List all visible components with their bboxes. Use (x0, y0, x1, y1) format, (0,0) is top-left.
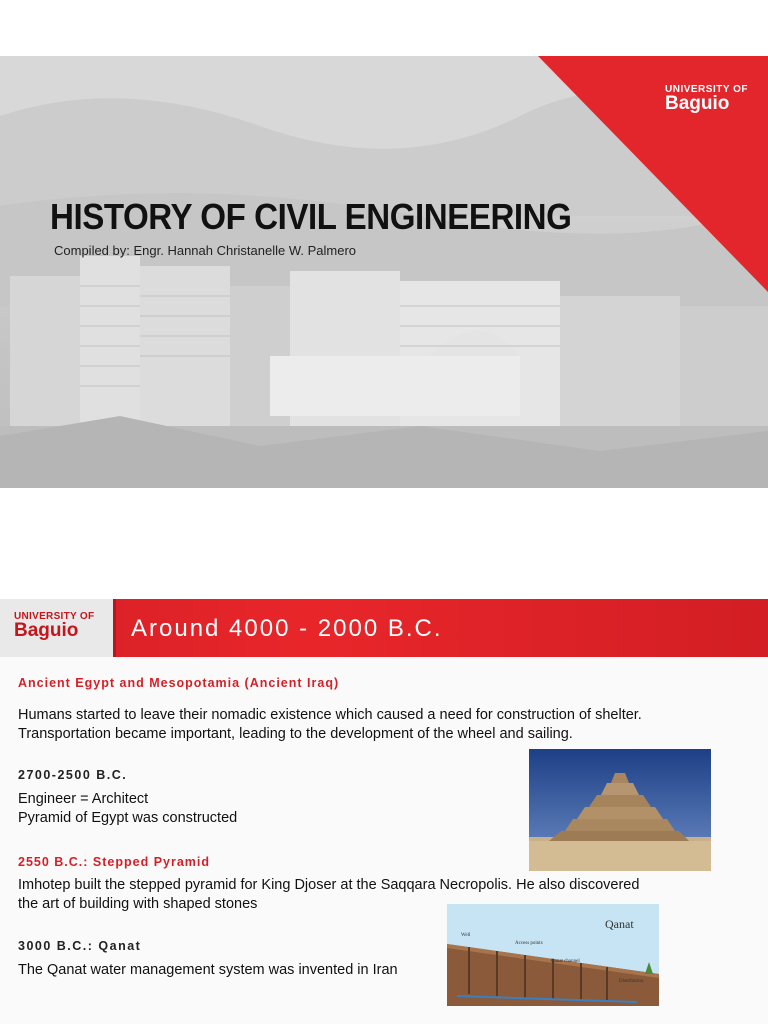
logo-big-text: Baguio (665, 93, 730, 114)
section-text-line: the art of building with shaped stones (18, 896, 258, 912)
section-text-line: Imhotep built the stepped pyramid for King Djoser at the Saqqara Necropolis. He also discovered (18, 877, 640, 893)
stepped-pyramid-photo (529, 749, 711, 871)
section-text-line: Engineer = Architect (18, 791, 149, 807)
logo-big-text: Baguio (14, 620, 79, 641)
section-text-line: Pyramid of Egypt was constructed (18, 810, 238, 826)
qanat-label-access: Access points (515, 941, 543, 946)
qanat-label-well: Well (461, 933, 471, 938)
title-slide (0, 56, 768, 488)
section-heading-2700bc: 2700-2500 B.C. (18, 768, 128, 782)
university-logo (0, 599, 116, 657)
qanat-diagram (447, 904, 659, 1006)
slide-header-bar (0, 599, 768, 657)
logo-small-text: UNIVERSITY OF (14, 611, 95, 622)
qanat-label-distribution: Distribution (619, 979, 644, 984)
section-heading-stepped-pyramid: 2550 B.C.: Stepped Pyramid (18, 855, 211, 869)
section-text-line: Transportation became important, leading to the development of the wheel and sailing. (18, 726, 573, 742)
university-logo (665, 84, 748, 113)
section-heading-qanat: 3000 B.C.: Qanat (18, 939, 142, 953)
qanat-diagram-title: Qanat (605, 917, 634, 931)
section-text-line: The Qanat water management system was invented in Iran (18, 962, 398, 978)
logo-small-text: UNIVERSITY OF (665, 84, 748, 95)
content-slide (0, 599, 768, 1024)
slide-title: HISTORY OF CIVIL ENGINEERING (50, 196, 572, 237)
section-text-line: Humans started to leave their nomadic existence which caused a need for construction of shelter. (18, 707, 642, 723)
slide-subtitle: Compiled by: Engr. Hannah Christanelle W. Palmero (54, 243, 357, 258)
section-heading-egypt: Ancient Egypt and Mesopotamia (Ancient Iraq) (18, 676, 340, 690)
qanat-label-channel: Qanat channel (551, 959, 580, 964)
slide-title: Around 4000 - 2000 B.C. (131, 615, 443, 642)
